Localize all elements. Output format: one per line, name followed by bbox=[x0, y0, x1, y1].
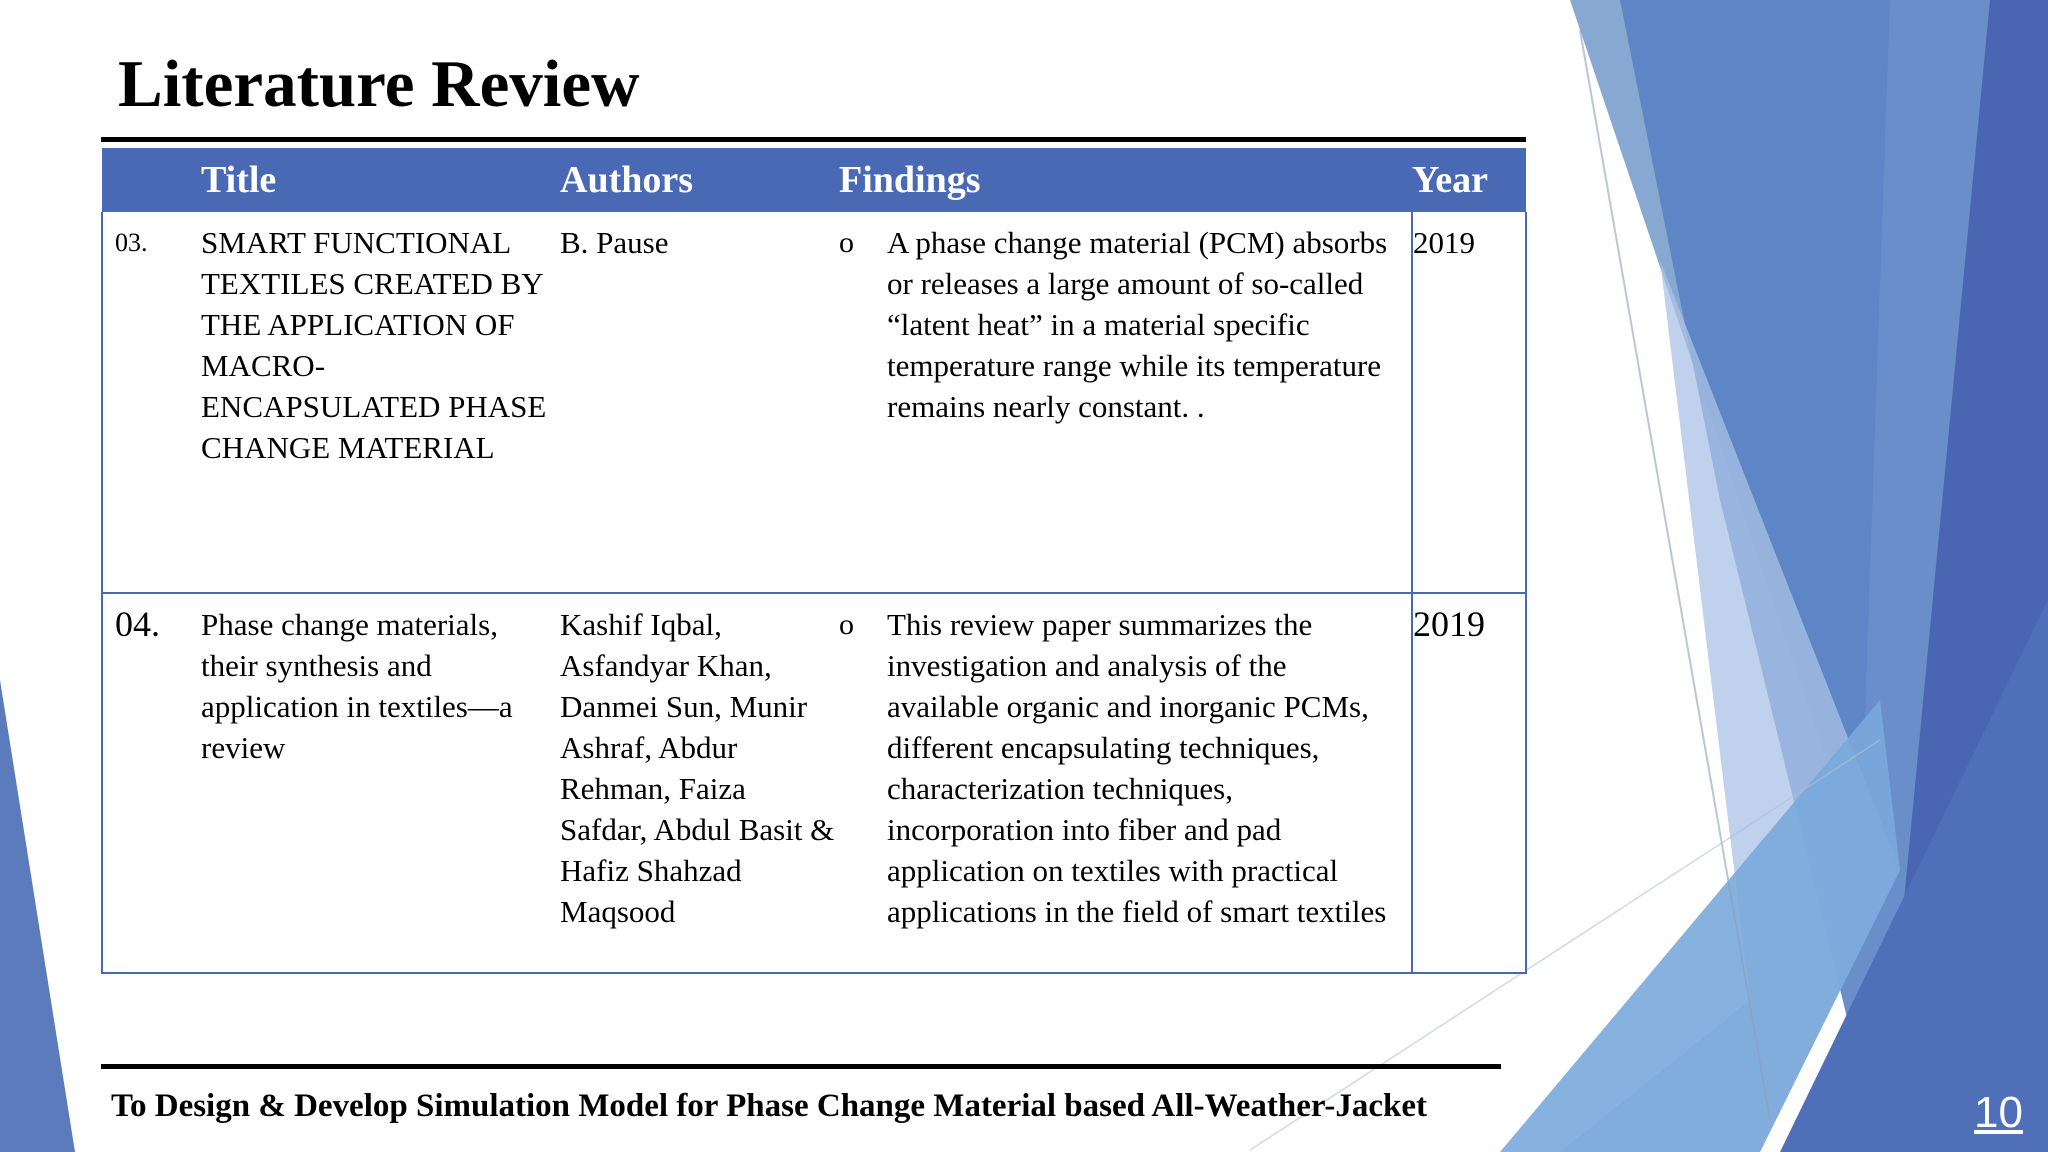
slide-footer: To Design & Develop Simulation Model for Phase Change Material based All-Weather-Jacket bbox=[111, 1088, 1427, 1124]
header-number bbox=[102, 148, 201, 212]
row-findings bbox=[839, 212, 1412, 593]
header-year: Year bbox=[1412, 148, 1526, 212]
bullet-icon: o bbox=[839, 226, 854, 259]
row-authors: B. Pause bbox=[560, 212, 839, 593]
row-number: 03. bbox=[102, 212, 201, 593]
row-number: 04. bbox=[102, 593, 201, 973]
header-title: Title bbox=[201, 148, 560, 212]
table-row bbox=[102, 212, 1526, 593]
literature-table bbox=[101, 148, 1527, 974]
row-findings bbox=[839, 593, 1412, 973]
finding-text: This review paper summarizes the investigation and analysis of the available organic and inorganic PCMs, different encapsulating techniques, characterization techniques, incorporation into fiber and pad application on textiles with practical applications in the field of smart textiles bbox=[887, 607, 1387, 929]
header-findings: Findings bbox=[839, 148, 1412, 212]
table-header-row bbox=[102, 148, 1526, 212]
bullet-icon: o bbox=[839, 608, 854, 641]
row-year: 2019 bbox=[1412, 212, 1526, 593]
row-title: SMART FUNCTIONAL TEXTILES CREATED BY THE APPLICATION OF MACRO-ENCAPSULATED PHASE CHANGE MATERIAL bbox=[201, 212, 560, 593]
slide-title: Literature Review bbox=[118, 47, 640, 121]
title-divider bbox=[101, 137, 1526, 142]
row-title: Phase change materials, their synthesis and application in textiles—a review bbox=[201, 593, 560, 973]
finding-text: A phase change material (PCM) absorbs or releases a large amount of so-called “latent heat” in a material specific temperature range while its temperature remains nearly constant. . bbox=[887, 225, 1388, 424]
page-number: 10 bbox=[1974, 1088, 2023, 1137]
header-authors: Authors bbox=[560, 148, 839, 212]
footer-divider bbox=[101, 1064, 1501, 1069]
table-row bbox=[102, 593, 1526, 973]
row-year: 2019 bbox=[1412, 593, 1526, 973]
deco-left-triangle bbox=[0, 680, 75, 1152]
row-authors: Kashif Iqbal, Asfandyar Khan, Danmei Sun, Munir Ashraf, Abdur Rehman, Faiza Safdar, Abdul Basit & Hafiz Shahzad Maqsood bbox=[560, 593, 839, 973]
